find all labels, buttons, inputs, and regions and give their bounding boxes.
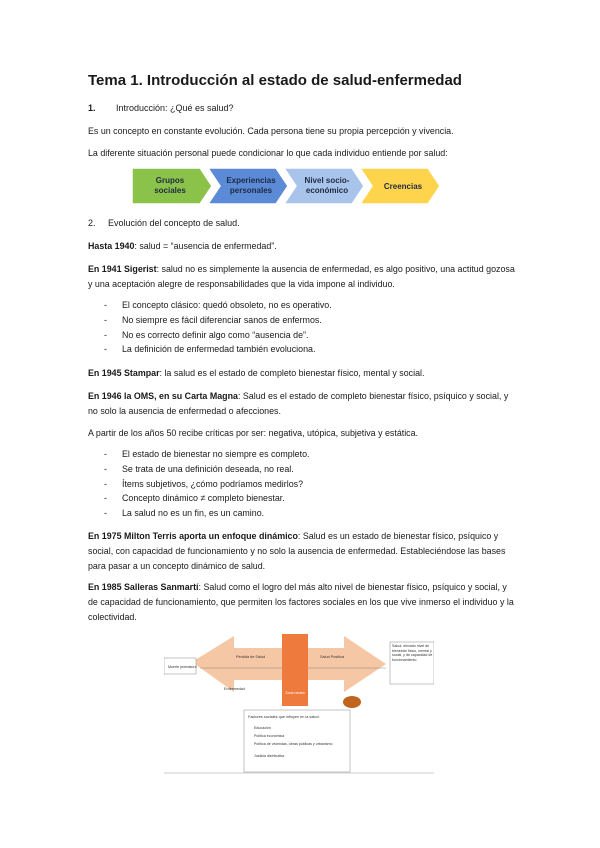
chevron-label: Experiencias: [226, 176, 276, 185]
orange-marker-icon: [343, 696, 361, 708]
list-item: - La definición de enfermedad también evoluciona.: [88, 342, 518, 357]
factors-box: [244, 710, 350, 772]
salud-enfermedad-continuum-diagram: [164, 634, 434, 774]
paragraph-intro: Es un concepto en constante evolución. Cada persona tiene su propia percepción y vivencia.: [88, 126, 454, 136]
zona-neutra-bar: [282, 634, 308, 706]
chevron-step: [208, 168, 288, 204]
chevron-label: Creencias: [383, 182, 423, 191]
factors-title: Factores sociales que influyen en la salud:: [248, 715, 320, 719]
list-criticas: [88, 447, 518, 521]
paragraph-situacion: La diferente situación personal puede condicionar lo que cada individuo entiende por salud:: [88, 148, 448, 158]
list-item: - No es correcto definir algo como “ausencia de”.: [88, 328, 518, 343]
paragraph-1975: En 1975 Milton Terris aporta un enfoque dinámico: Salud es un estado de bienestar físico, psíquico y social, con capacidad de funcionamiento y no solo la ausencia de enfermedad. Estableciéndose las bases para pasar a un concepto dinámico de salud.: [88, 531, 506, 571]
chevron-label: sociales: [154, 186, 186, 195]
chevron-label: económico: [305, 186, 349, 195]
list-item: - No siempre es fácil diferenciar sanos de enfermos.: [88, 313, 518, 328]
list-item: - Concepto dinámico ≠ completo bienestar.: [88, 491, 518, 506]
chevron-process-diagram: [132, 168, 442, 204]
factor-item: Política de viviendas, obras públicas y urbanismo: [254, 742, 333, 746]
list-item: - El concepto clásico: quedó obsoleto, no es operativo.: [88, 298, 518, 313]
salud-label: Salud Positiva: [320, 655, 345, 659]
right-box-label: Salud: elevado nivel de bienestar físico, mental y social, y de capacidad de funcionamiento.: [392, 644, 433, 662]
list-item: - Se trata de una definición deseada, no real.: [88, 462, 518, 477]
left-box-label: Muerte prematura: [168, 665, 197, 669]
list-item: - El estado de bienestar no siempre es completo.: [88, 447, 518, 462]
zona-neutra-label: Zona neutra: [285, 691, 305, 695]
chevron-step: [132, 168, 212, 204]
enfermedad-label: Enfermedad: [224, 687, 245, 691]
paragraph-1940: Hasta 1940: salud = “ausencia de enfermedad”.: [88, 241, 277, 251]
perdida-label: Pérdida de Salud: [236, 655, 266, 659]
list-item: - La salud no es un fin, es un camino.: [88, 506, 518, 521]
left-arrow-shape: [192, 636, 284, 692]
paragraph-1945: En 1945 Stampar: la salud es el estado de completo bienestar físico, mental y social.: [88, 368, 425, 378]
chevron-label: Nivel socio-: [304, 176, 350, 185]
chevron-label: personales: [229, 186, 273, 195]
chevron-step: [360, 168, 440, 204]
list-critica-clasica: [88, 298, 518, 357]
paragraph-1941: En 1941 Sigerist: salud no es simplemente la ausencia de enfermedad, es algo positivo, una actitud gozosa y una aceptación alegre de responsabilidades que la vida impone al individuo.: [88, 264, 515, 289]
section-heading-1: 1. Introducción: ¿Qué es salud?: [88, 103, 234, 113]
factor-item: Política económica: [254, 734, 285, 738]
page-title: Tema 1. Introducción al estado de salud-enfermedad: [88, 72, 462, 89]
paragraph-criticas: A partir de los años 50 recibe críticas por ser: negativa, utópica, subjetiva y estática.: [88, 428, 419, 438]
section-heading-2: 2. Evolución del concepto de salud.: [88, 218, 240, 228]
chevron-step: [284, 168, 364, 204]
list-item: - Ítems subjetivos, ¿cómo podríamos medirlos?: [88, 477, 518, 492]
paragraph-1946: En 1946 la OMS, en su Carta Magna: Salud es el estado de completo bienestar físico, psíquico y social, y no solo la ausencia de enfermedad o afecciones.: [88, 391, 509, 416]
factor-item: Justicia distributiva: [254, 754, 285, 758]
chevron-label: Grupos: [155, 176, 185, 185]
factor-item: Educación: [254, 726, 271, 730]
paragraph-1985: En 1985 Salleras Sanmartí: Salud como el logro del más alto nivel de bienestar físico, psíquico y social, y de capacidad de funcionamiento, que permiten los factores sociales en los que vive inmerso el individuo y la colectividad.: [88, 582, 514, 622]
